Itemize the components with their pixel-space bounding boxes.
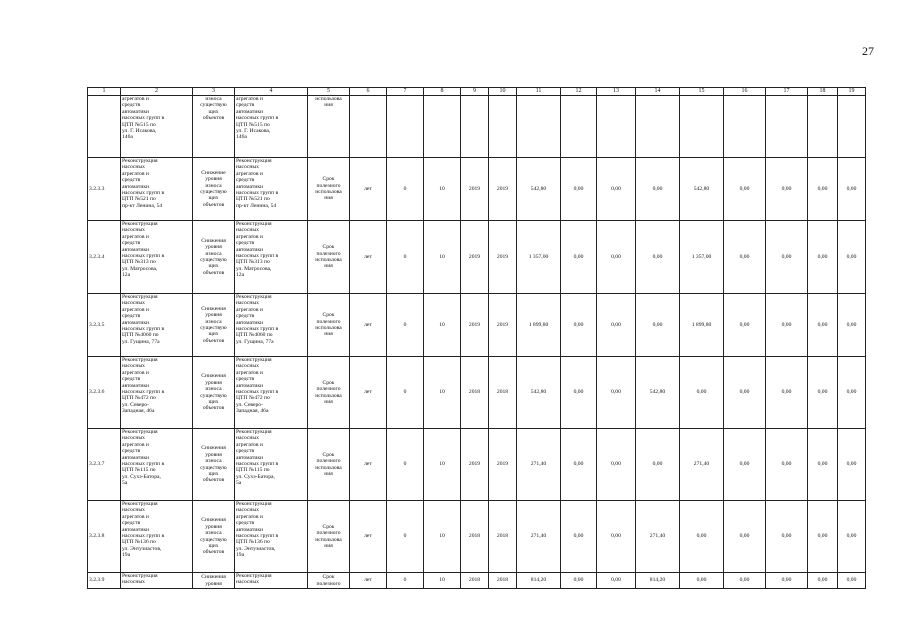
indicator-cell: Срок полезного использова ния <box>308 357 350 429</box>
row-id-cell: 3.2.3.5 <box>88 294 121 357</box>
value-cell: 0,00 <box>808 573 838 589</box>
goal-cell: Снижения уровня износа существую щих объектов <box>193 221 235 294</box>
value-cell <box>350 96 387 158</box>
value-cell: 10 <box>424 294 461 357</box>
header-cell: 3 <box>193 88 235 96</box>
value-cell: 542,80 <box>680 158 724 221</box>
value-cell: 2018 <box>489 573 517 589</box>
value-cell <box>424 96 461 158</box>
project-name-cell: Реконструкция насосных агрегатов и средств автоматики насосных групп в ЦТП №521 по пр-кт Ленина, 54 <box>121 158 193 221</box>
header-cell: 6 <box>350 88 387 96</box>
table-row <box>88 573 866 589</box>
value-cell: 1 899,80 <box>517 294 561 357</box>
value-cell: 271,40 <box>680 429 724 501</box>
value-cell: 0,00 <box>766 221 808 294</box>
value-cell: 10 <box>424 501 461 573</box>
value-cell: 0,00 <box>724 221 766 294</box>
value-cell: 0,00 <box>838 158 866 221</box>
goal-cell: Снижения уровня <box>193 573 235 589</box>
row-id-cell: 3.2.3.4 <box>88 221 121 294</box>
header-cell: 11 <box>517 88 561 96</box>
value-cell: 0 <box>387 221 424 294</box>
value-cell: 0,00 <box>808 429 838 501</box>
value-cell <box>838 96 866 158</box>
value-cell: 2019 <box>461 429 489 501</box>
indicator-cell: Срок полезного использова ния <box>308 429 350 501</box>
indicator-cell: Срок полезного <box>308 573 350 589</box>
header-cell: 19 <box>838 88 866 96</box>
row-id-cell: 3.2.3.7 <box>88 429 121 501</box>
header-cell: 17 <box>766 88 808 96</box>
value-cell: 10 <box>424 429 461 501</box>
indicator-cell: Срок полезного использова ния <box>308 221 350 294</box>
goal-cell: Снижения уровня износа существую щих объектов <box>193 357 235 429</box>
project-name-cell: Реконструкция насосных <box>121 573 193 589</box>
table-row <box>88 96 866 158</box>
value-cell: 0,00 <box>808 158 838 221</box>
value-cell <box>724 96 766 158</box>
value-cell: 10 <box>424 573 461 589</box>
indicator-cell: Срок полезного использова ния <box>308 294 350 357</box>
value-cell: 0 <box>387 501 424 573</box>
header-cell: 12 <box>561 88 597 96</box>
value-cell: 0,00 <box>561 573 597 589</box>
value-cell: 2018 <box>461 573 489 589</box>
value-cell: 814,20 <box>517 573 561 589</box>
value-cell: лет <box>350 429 387 501</box>
investment-table <box>87 87 866 589</box>
description-cell: Реконструкция насосных агрегатов и средств автоматики насосных групп в ЦТП №521 по пр-кт Ленина, 54 <box>235 158 308 221</box>
project-name-cell: Реконструкция насосных агрегатов и средств автоматики насосных групп в ЦТП №472 по ул. Северо- Западная, 46а <box>121 357 193 429</box>
value-cell <box>597 96 636 158</box>
value-cell: 2019 <box>461 221 489 294</box>
goal-cell: Снижения уровня износа существую щих объектов <box>193 501 235 573</box>
description-cell: Реконструкция насосных агрегатов и средств автоматики насосных групп в ЦТП №136 по ул. Энтузиастов, 19а <box>235 501 308 573</box>
value-cell: 271,40 <box>517 501 561 573</box>
value-cell <box>489 96 517 158</box>
value-cell: 0,00 <box>636 221 680 294</box>
value-cell: лет <box>350 221 387 294</box>
value-cell: 0,00 <box>636 429 680 501</box>
value-cell <box>561 96 597 158</box>
value-cell: 0 <box>387 294 424 357</box>
value-cell: 0,00 <box>766 294 808 357</box>
value-cell: 542,80 <box>517 357 561 429</box>
value-cell: 2019 <box>461 158 489 221</box>
header-cell: 5 <box>308 88 350 96</box>
value-cell: 1 357,00 <box>680 221 724 294</box>
value-cell: 1 899,80 <box>680 294 724 357</box>
header-cell: 2 <box>121 88 193 96</box>
goal-cell: Снижения уровня износа существую щих объектов <box>193 429 235 501</box>
value-cell: 0,00 <box>766 429 808 501</box>
description-cell: Реконструкция насосных агрегатов и средств автоматики насосных групп в ЦТП №472 по ул. Северо- Западная, 46а <box>235 357 308 429</box>
header-cell: 15 <box>680 88 724 96</box>
value-cell: 2019 <box>461 294 489 357</box>
value-cell: 0,00 <box>561 221 597 294</box>
description-cell: агрегатов и средств автоматики насосных групп в ЦТП №515 по ул. Г. Исакова, 146а <box>235 96 308 158</box>
header-cell: 18 <box>808 88 838 96</box>
value-cell: 0,00 <box>597 501 636 573</box>
value-cell: 0,00 <box>838 501 866 573</box>
row-id-cell: 3.2.3.9 <box>88 573 121 589</box>
value-cell: 0,00 <box>597 573 636 589</box>
value-cell: 0,00 <box>561 429 597 501</box>
table-row <box>88 158 866 221</box>
value-cell: 0,00 <box>724 573 766 589</box>
value-cell: 2019 <box>489 294 517 357</box>
value-cell: 0,00 <box>636 294 680 357</box>
value-cell: 0,00 <box>766 501 808 573</box>
page-number: 27 <box>862 44 874 58</box>
value-cell: 2019 <box>489 429 517 501</box>
value-cell: 0,00 <box>808 501 838 573</box>
project-name-cell: Реконструкция насосных агрегатов и средств автоматики насосных групп в ЦТП №136 по ул. Энтузиастов, 19а <box>121 501 193 573</box>
value-cell: 0,00 <box>766 158 808 221</box>
value-cell: 0,00 <box>597 294 636 357</box>
indicator-cell: Срок полезного использова ния <box>308 158 350 221</box>
header-cell: 10 <box>489 88 517 96</box>
row-id-cell: 3.2.3.6 <box>88 357 121 429</box>
value-cell: 2018 <box>489 357 517 429</box>
header-cell: 1 <box>88 88 121 96</box>
value-cell: 0,00 <box>597 429 636 501</box>
value-cell: 0,00 <box>808 294 838 357</box>
project-name-cell: Реконструкция насосных агрегатов и средств автоматики насосных групп в ЦТП №313 по ул. Матросова, 12а <box>121 221 193 294</box>
value-cell: 0,00 <box>724 294 766 357</box>
value-cell: 0,00 <box>808 357 838 429</box>
value-cell: 0,00 <box>636 158 680 221</box>
project-name-cell: Реконструкция насосных агрегатов и средств автоматики насосных групп в ЦТП №115 по ул. Сухэ-Батора, 5а <box>121 429 193 501</box>
value-cell: 0,00 <box>680 501 724 573</box>
description-cell: Реконструкция насосных агрегатов и средств автоматики насосных групп в ЦТП №313 по ул. Матросова, 12а <box>235 221 308 294</box>
table-row <box>88 221 866 294</box>
table-row <box>88 429 866 501</box>
value-cell: 0,00 <box>724 357 766 429</box>
goal-cell: Снижения уровня износа существую щих объектов <box>193 294 235 357</box>
table-row <box>88 294 866 357</box>
value-cell: 0,00 <box>838 294 866 357</box>
row-id-cell: 3.2.3.8 <box>88 501 121 573</box>
value-cell: 0,00 <box>561 357 597 429</box>
value-cell: 0,00 <box>724 429 766 501</box>
header-cell: 13 <box>597 88 636 96</box>
value-cell: 814,20 <box>636 573 680 589</box>
value-cell: 0,00 <box>680 573 724 589</box>
header-cell: 9 <box>461 88 489 96</box>
value-cell: лет <box>350 158 387 221</box>
value-cell: 2019 <box>489 158 517 221</box>
value-cell: 0,00 <box>724 158 766 221</box>
value-cell: 0,00 <box>838 429 866 501</box>
value-cell <box>680 96 724 158</box>
value-cell: 0,00 <box>838 357 866 429</box>
value-cell: 1 357,00 <box>517 221 561 294</box>
value-cell <box>636 96 680 158</box>
value-cell <box>461 96 489 158</box>
value-cell: 2018 <box>489 501 517 573</box>
value-cell: лет <box>350 294 387 357</box>
indicator-cell: использова ния <box>308 96 350 158</box>
value-cell: 0,00 <box>808 221 838 294</box>
description-cell: Реконструкция насосных агрегатов и средств автоматики насосных групп в ЦТП №115 по ул. Сухэ-Батора, 5а <box>235 429 308 501</box>
value-cell: 0 <box>387 357 424 429</box>
header-row <box>88 88 866 96</box>
value-cell: 0 <box>387 429 424 501</box>
value-cell: 0,00 <box>597 357 636 429</box>
value-cell: 0 <box>387 573 424 589</box>
value-cell: лет <box>350 357 387 429</box>
value-cell: 542,80 <box>517 158 561 221</box>
value-cell: 0,00 <box>597 221 636 294</box>
project-name-cell: агрегатов и средств автоматики насосных групп в ЦТП №515 по ул. Г. Исакова, 146а <box>121 96 193 158</box>
header-cell: 7 <box>387 88 424 96</box>
description-cell: Реконструкция насосных <box>235 573 308 589</box>
value-cell: 542,80 <box>636 357 680 429</box>
value-cell: 0,00 <box>680 357 724 429</box>
project-name-cell: Реконструкция насосных агрегатов и средств автоматики насосных групп в ЦТП №4060 по ул. Гущина, 77а <box>121 294 193 357</box>
value-cell <box>387 96 424 158</box>
value-cell: 0,00 <box>838 573 866 589</box>
value-cell: 0,00 <box>561 294 597 357</box>
value-cell: лет <box>350 573 387 589</box>
value-cell: 0,00 <box>838 221 866 294</box>
header-cell: 14 <box>636 88 680 96</box>
row-id-cell <box>88 96 121 158</box>
row-id-cell: 3.2.3.3 <box>88 158 121 221</box>
value-cell <box>517 96 561 158</box>
value-cell: 271,40 <box>517 429 561 501</box>
value-cell: 0 <box>387 158 424 221</box>
table-row <box>88 501 866 573</box>
value-cell: 10 <box>424 357 461 429</box>
value-cell: 10 <box>424 158 461 221</box>
table-row <box>88 357 866 429</box>
value-cell: 10 <box>424 221 461 294</box>
value-cell: 2018 <box>461 501 489 573</box>
value-cell: лет <box>350 501 387 573</box>
value-cell: 2019 <box>489 221 517 294</box>
value-cell: 0,00 <box>561 501 597 573</box>
header-cell: 8 <box>424 88 461 96</box>
header-cell: 4 <box>235 88 308 96</box>
value-cell: 0,00 <box>724 501 766 573</box>
value-cell: 0,00 <box>766 573 808 589</box>
value-cell: 0,00 <box>766 357 808 429</box>
value-cell <box>766 96 808 158</box>
value-cell: 2018 <box>461 357 489 429</box>
value-cell: 0,00 <box>561 158 597 221</box>
goal-cell: износа существую щих объектов <box>193 96 235 158</box>
header-cell: 16 <box>724 88 766 96</box>
goal-cell: Снижение уровня износа существую щих объектов <box>193 158 235 221</box>
value-cell: 0,00 <box>597 158 636 221</box>
description-cell: Реконструкция насосных агрегатов и средств автоматики насосных групп в ЦТП №4060 по ул. Гущина, 77а <box>235 294 308 357</box>
indicator-cell: Срок полезного использова ния <box>308 501 350 573</box>
value-cell <box>808 96 838 158</box>
value-cell: 271,40 <box>636 501 680 573</box>
